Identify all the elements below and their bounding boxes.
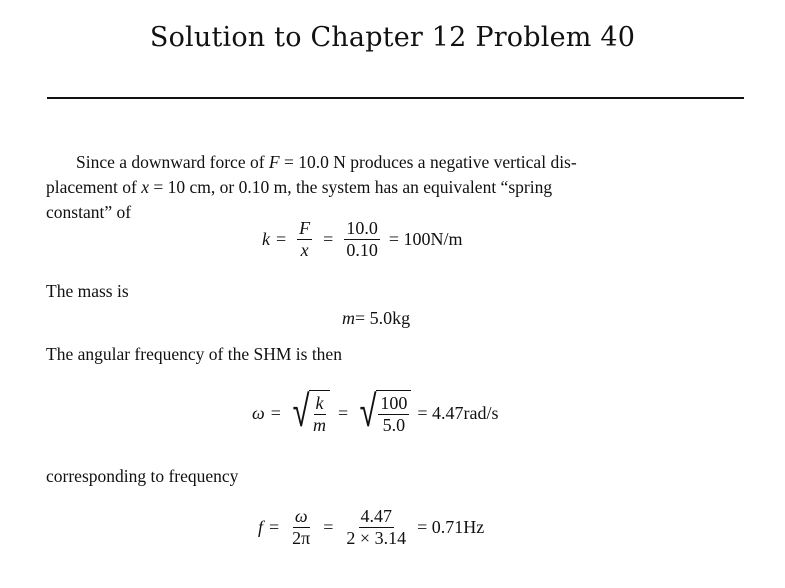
fraction-values: $\frac{4.47}{2 \times 3.14}$ [346,506,407,548]
equation-spring-constant: k = $\frac{F}{x}$ = $\frac{10.0}{0.10}$ = 100N/m [262,218,463,260]
sqrt-values: √ $\frac{100}{5.0}$ [356,390,411,436]
radical-icon: √ [292,386,310,437]
paragraph-frequency: corresponding to frequency [46,466,239,486]
paragraph-line-3: constant” of [46,202,132,222]
variable-x: x [141,177,150,197]
page-title: Solution to Chapter 12 Problem 40 [149,22,636,53]
fraction-omega-over-2pi: $\frac{\omega}{2\pi}$ [292,506,311,548]
title-divider [47,97,744,99]
paragraph-line-2: placement of x = 10 cm, or 0.10 m, the system has an equivalent “spring [46,177,553,197]
paragraph-mass: The mass is [46,281,129,301]
paragraph-spring-constant [46,150,746,225]
equation-frequency: f = $\frac{\omega}{2\pi}$ = $\frac{4.47}{2 \times 3.14}$ = 0.71Hz [258,506,485,548]
fraction-values: $\frac{10.0}{0.10}$ [346,218,378,260]
eq-f-result: = 0.71Hz [417,517,485,537]
radical-icon: √ [359,386,377,437]
eq-omega-result: = 4.47rad/s [417,402,499,423]
fraction-F-over-x: $\frac{F}{x}$ [299,218,311,260]
equation-mass: m = 5.0kg [342,308,411,328]
paragraph-angular-frequency: The angular frequency of the SHM is then [46,344,342,364]
eq-k-result: = 100N/m [388,229,463,249]
eq-k-lhs: k [262,229,270,249]
sqrt-k-over-m: √ $\frac{k}{m}$ [289,390,330,436]
paragraph-line-1: Since a downward force of F = 10.0 N produces a negative vertical dis- [76,152,577,172]
equation-angular-frequency: ω = √ $\frac{k}{m}$ = √ $\frac{100}{5.0}$ = 4.47rad/s [252,386,499,437]
variable-F: F [268,152,280,172]
